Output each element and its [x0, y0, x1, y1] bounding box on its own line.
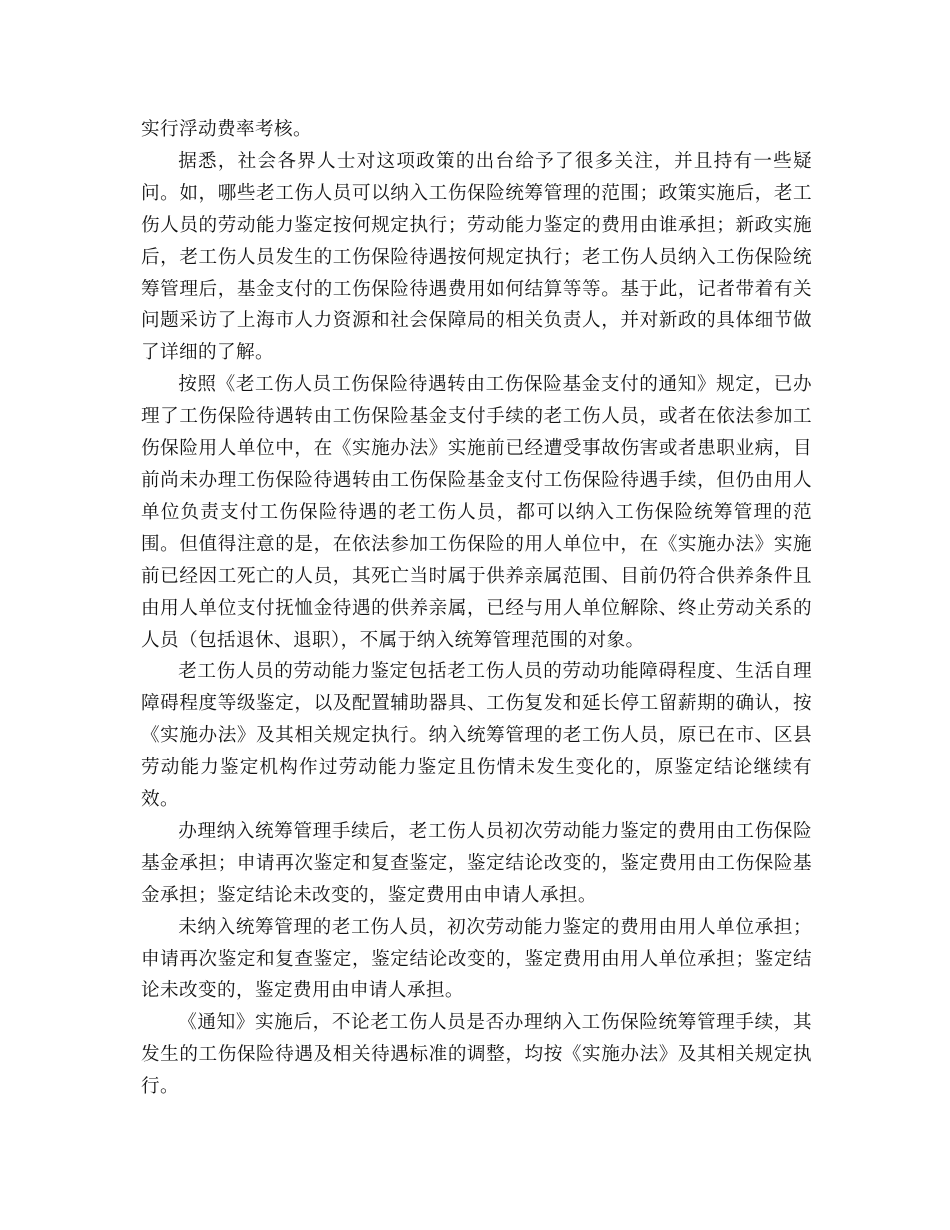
paragraph-benefit-rules: 《通知》实施后，不论老工伤人员是否办理纳入工伤保险统筹管理手续，其发生的工伤保险待遇及相关待遇标准的调整，均按《实施办法》及其相关规定执行。	[141, 1012, 812, 1098]
paragraph-eligibility-scope: 按照《老工伤人员工伤保险待遇转由工伤保险基金支付的通知》规定，已办理了工伤保险待遇转由工伤保险基金支付手续的老工伤人员，或者在依法参加工伤保险用人单位中，在《实施办法》实施前已经遭受事故伤害或者患职业病，目前尚未办理工伤保险待遇转由工伤保险基金支付工伤保险待遇手续，但仍由用人单位负责支付工伤保险待遇的老工伤人员，都可以纳入工伤保险统筹管理的范围。但值得注意的是，在依法参加工伤保险的用人单位中，在《实施办法》实施前已经因工死亡的人员，其死亡当时属于供养亲属范围、目前仍符合供养条件且由用人单位支付抚恤金待遇的供养亲属，已经与用人单位解除、终止劳动关系的人员（包括退休、退职），不属于纳入统筹管理范围的对象。	[141, 374, 812, 651]
paragraph-ability-assessment: 老工伤人员的劳动能力鉴定包括老工伤人员的劳动功能障碍程度、生活自理障碍程度等级鉴定，以及配置辅助器具、工伤复发和延长停工留薪期的确认，按《实施办法》及其相关规定执行。纳入统筹管理的老工伤人员，原已在市、区县劳动能力鉴定机构作过劳动能力鉴定且伤情未发生变化的，原鉴定结论继续有效。	[141, 661, 812, 811]
paragraph-assessment-fees-uncovered: 未纳入统筹管理的老工伤人员，初次劳动能力鉴定的费用由用人单位承担；申请再次鉴定和复查鉴定，鉴定结论改变的，鉴定费用由用人单位承担；鉴定结论未改变的，鉴定费用由申请人承担。	[141, 916, 812, 1002]
paragraph-assessment-fees-covered: 办理纳入统筹管理手续后，老工伤人员初次劳动能力鉴定的费用由工伤保险基金承担；申请再次鉴定和复查鉴定，鉴定结论改变的，鉴定费用由工伤保险基金承担；鉴定结论未改变的，鉴定费用由申请人承担。	[141, 820, 812, 906]
document-body	[141, 114, 812, 1103]
paragraph-continuation: 实行浮动费率考核。	[141, 119, 312, 140]
paragraph-public-concerns: 据悉，社会各界人士对这项政策的出台给予了很多关注，并且持有一些疑问。如，哪些老工伤人员可以纳入工伤保险统筹管理的范围；政策实施后，老工伤人员的劳动能力鉴定按何规定执行；劳动能力鉴定的费用由谁承担；新政实施后，老工伤人员发生的工伤保险待遇按何规定执行；老工伤人员纳入工伤保险统筹管理后，基金支付的工伤保险待遇费用如何结算等等。基于此，记者带着有关问题采访了上海市人力资源和社会保障局的相关负责人，并对新政的具体细节做了详细的了解。	[141, 150, 812, 364]
